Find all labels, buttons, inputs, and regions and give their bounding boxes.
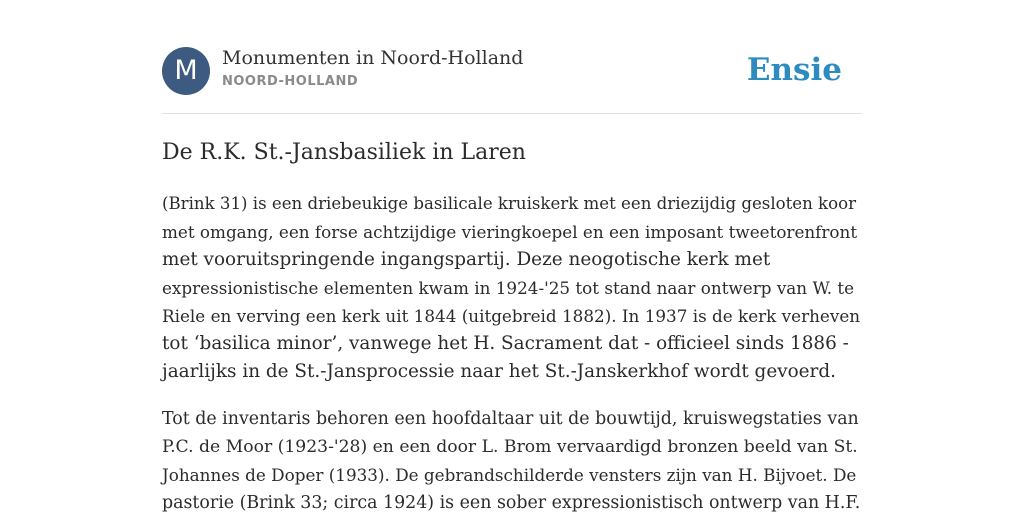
divider: [162, 113, 862, 114]
article-title: De R.K. St.-Jansbasiliek in Laren: [162, 140, 526, 165]
paragraph-2: [162, 405, 862, 512]
paragraph-line: expressionistische elementen kwam in 1924-'25 tot stand naar ontwerp van W. te: [162, 278, 855, 298]
brand-logo[interactable]: Ensie: [746, 52, 842, 88]
paragraph-line: Johannes de Doper (1933). De gebrandschilderde vensters zijn van H. Bijvoet. De: [162, 465, 857, 485]
paragraph-line: jaarlijks in de St.-Jansprocessie naar het St.-Janskerkhof wordt gevoerd.: [162, 361, 836, 382]
paragraph-line: pastorie (Brink 33; circa 1924) is een sober expressionistisch ontwerp van H.F.: [162, 493, 861, 512]
paragraph-line: tot ‘basilica minor’, vanwege het H. Sacrament dat - officieel sinds 1886 -: [162, 333, 849, 354]
page: [162, 0, 862, 512]
paragraph-1: [162, 190, 862, 386]
source-header: [162, 46, 862, 96]
paragraph-line: Riele en verving een kerk uit 1844 (uitgebreid 1882). In 1937 is de kerk verheven: [162, 306, 861, 326]
paragraph-line: (Brink 31) is een driebeukige basilicale kruiskerk met een driezijdig gesloten koor: [162, 194, 857, 213]
source-subtitle[interactable]: NOORD-HOLLAND: [222, 74, 359, 89]
avatar[interactable]: M: [162, 47, 210, 95]
paragraph-line: Tot de inventaris behoren een hoofdaltaar uit de bouwtijd, kruiswegstaties van: [162, 409, 859, 429]
paragraph-line: P.C. de Moor (1923-'28) en een door L. Brom vervaardigd bronzen beeld van St.: [162, 437, 858, 457]
paragraph-line: met omgang, een forse achtzijdige vieringkoepel en een imposant tweetorenfront: [162, 222, 858, 242]
source-title[interactable]: Monumenten in Noord-Holland: [222, 47, 524, 69]
paragraph-line: met vooruitspringende ingangspartij. Deze neogotische kerk met: [162, 249, 771, 270]
